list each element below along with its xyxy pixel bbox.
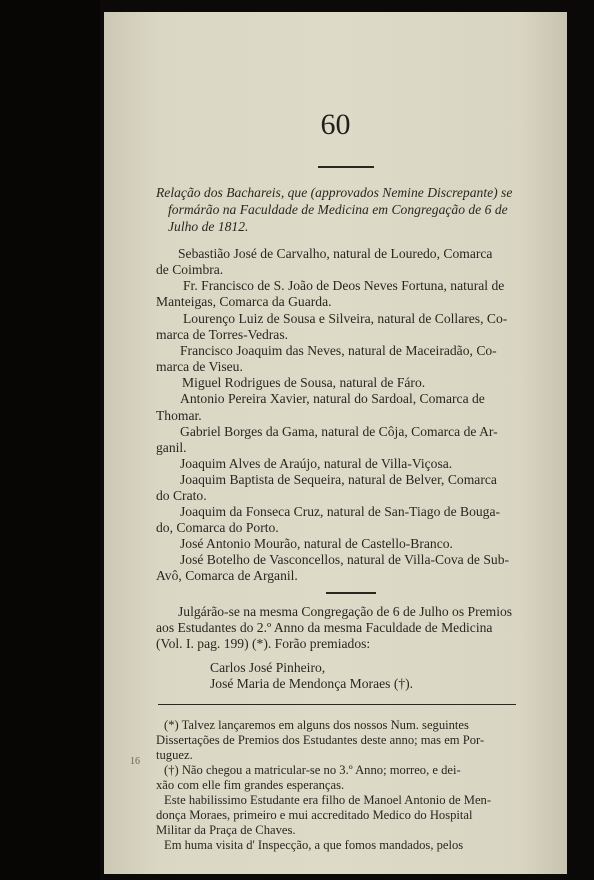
middle-divider bbox=[326, 592, 376, 594]
paragraph-line: (Vol. I. pag. 199) (*). Forão premiados: bbox=[156, 636, 371, 651]
entry-line: Joaquim Alves de Araújo, natural de Villa-Viçosa. bbox=[180, 456, 453, 471]
entry-line: Joaquim da Fonseca Cruz, natural de San-Tiago de Bouga- bbox=[180, 504, 501, 519]
page-number: 60 bbox=[320, 108, 351, 141]
title-line-2: formárão na Faculdade de Medicina em Congregação de 6 de bbox=[168, 202, 508, 217]
entry-line: Gabriel Borges da Gama, natural de Côja, Comarca de Ar- bbox=[180, 424, 498, 439]
note-line: Em huma visita d' Inspecção, a que fomos mandados, pelos bbox=[164, 838, 464, 852]
entry-line: Miguel Rodrigues de Sousa, natural de Fáro. bbox=[182, 375, 426, 390]
entry-line: Thomar. bbox=[156, 408, 202, 423]
entry-line: marca de Viseu. bbox=[156, 359, 243, 374]
notes-divider bbox=[158, 704, 516, 705]
entry-line: Manteigas, Comarca da Guarda. bbox=[156, 294, 332, 309]
margin-mark: 16 bbox=[130, 756, 140, 767]
note-line: xão com elle fim grandes esperanças. bbox=[156, 778, 345, 792]
entry-line: do Crato. bbox=[156, 488, 207, 503]
entry-line: Francisco Joaquim das Neves, natural de Maceiradão, Co- bbox=[180, 343, 497, 358]
paragraph-line: aos Estudantes do 2.º Anno da mesma Faculdade de Medicina bbox=[156, 620, 493, 635]
entry-line: ganil. bbox=[156, 440, 187, 455]
note-line: Dissertações de Premios dos Estudantes deste anno; mas em Por- bbox=[156, 733, 485, 747]
note-line: (†) Não chegou a matricular-se no 3.º Anno; morreo, e dei- bbox=[164, 763, 461, 777]
note-line: donça Moraes, primeiro e mui accreditado Medico do Hospital bbox=[156, 808, 473, 822]
left-background bbox=[0, 0, 100, 880]
entry-line: do, Comarca do Porto. bbox=[156, 520, 279, 535]
title-line-1: Relação dos Bachareis, que (approvados Nemine Discrepante) se bbox=[156, 185, 513, 200]
entry-line: Antonio Pereira Xavier, natural do Sardoal, Comarca de bbox=[180, 391, 485, 406]
entry-line: José Antonio Mourão, natural de Castello-Branco. bbox=[180, 536, 453, 551]
top-divider bbox=[318, 166, 374, 168]
entry-line: Fr. Francisco de S. João de Deos Neves Fortuna, natural de bbox=[183, 278, 505, 293]
premiado-name: José Maria de Mendonça Moraes (†). bbox=[210, 676, 414, 691]
entry-line: José Botelho de Vasconcellos, natural de Villa-Cova de Sub- bbox=[180, 552, 510, 567]
paragraph-line: Julgárão-se na mesma Congregação de 6 de Julho os Premios bbox=[178, 604, 513, 619]
entry-line: Lourenço Luiz de Sousa e Silveira, natural de Collares, Co- bbox=[183, 311, 508, 326]
entry-line: Joaquim Baptista de Sequeira, natural de Belver, Comarca bbox=[180, 472, 497, 487]
title-line-3: Julho de 1812. bbox=[168, 219, 249, 234]
note-line: (*) Talvez lançaremos em alguns dos nossos Num. seguintes bbox=[164, 718, 469, 732]
entry-line: Avô, Comarca de Arganil. bbox=[156, 568, 298, 583]
entry-line: de Coimbra. bbox=[156, 262, 224, 277]
entry-line: marca de Torres-Vedras. bbox=[156, 327, 289, 342]
document-page bbox=[104, 12, 567, 874]
note-line: tuguez. bbox=[156, 748, 193, 762]
entry-line: Sebastião José de Carvalho, natural de Louredo, Comarca bbox=[178, 246, 493, 261]
note-line: Militar da Praça de Chaves. bbox=[156, 823, 296, 837]
note-line: Este habilissimo Estudante era filho de Manoel Antonio de Men- bbox=[164, 793, 492, 807]
premiado-name: Carlos José Pinheiro, bbox=[210, 660, 326, 675]
